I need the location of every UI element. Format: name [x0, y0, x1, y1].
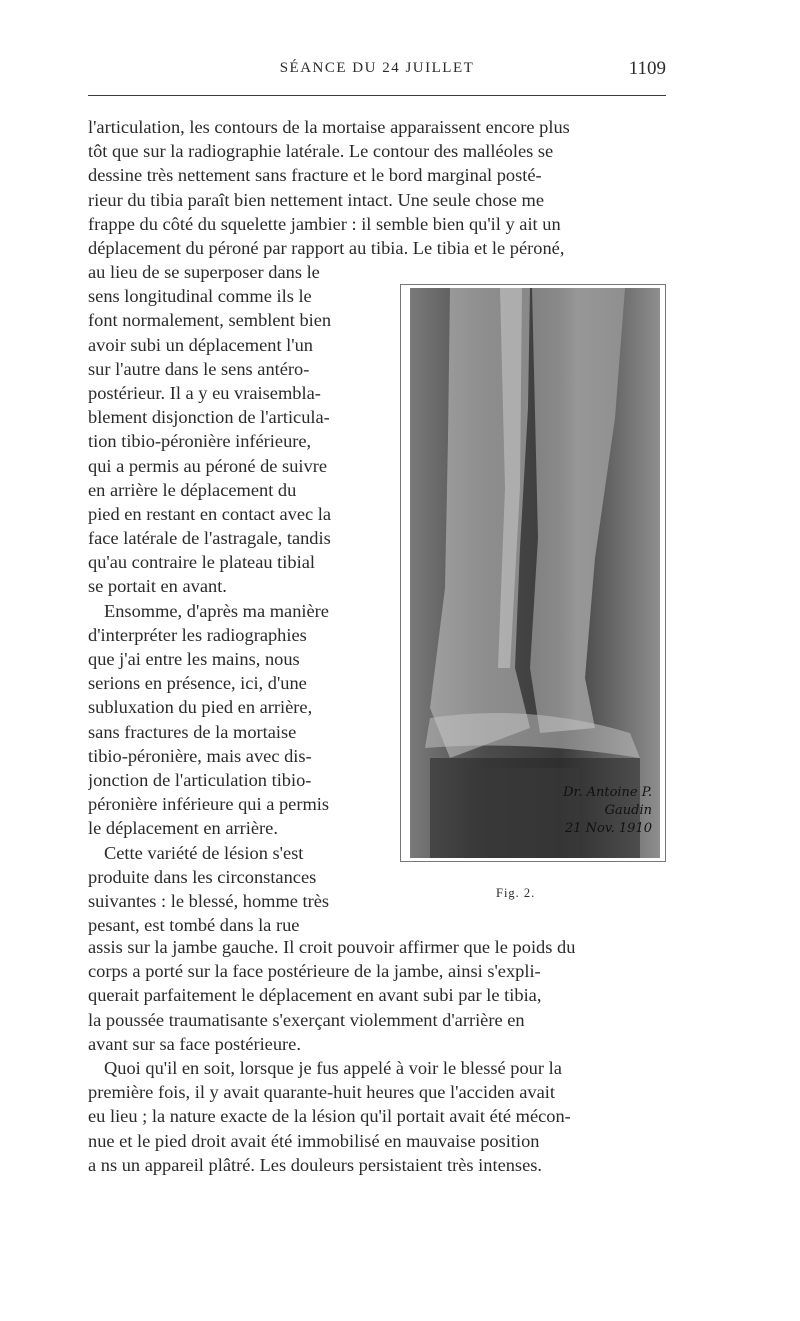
text-line: d'interpréter les radiographies: [88, 624, 307, 645]
text-line: jonction de l'articulation tibio-: [88, 769, 312, 790]
text-line: Quoi qu'il en soit, lorsque je fus appelé à voir le blessé pour la: [104, 1057, 562, 1078]
text-line: querait parfaitement le déplacement en avant subi par le tibia,: [88, 985, 542, 1006]
text-line: suivantes : le blessé, homme très: [88, 890, 330, 911]
text-line: corps a porté sur la face postérieure de la jambe, ainsi s'expli-: [88, 961, 541, 982]
text-line: rieur du tibia paraît bien nettement intact. Une seule chose me: [88, 189, 545, 210]
column-text: [88, 260, 388, 937]
text-line: tion tibio-péronière inférieure,: [88, 431, 312, 452]
paragraph-bottom: [88, 935, 666, 1177]
text-line: sans fractures de la mortaise: [88, 721, 297, 742]
text-line: le déplacement en arrière.: [88, 818, 278, 839]
text-line: déplacement du péroné par rapport au tibia. Le tibia et le péroné,: [88, 237, 565, 258]
text-line: nue et le pied droit avait été immobilisé en mauvaise position: [88, 1130, 540, 1151]
text-line: tibio-péronière, mais avec dis-: [88, 745, 312, 766]
text-line: dessine très nettement sans fracture et le bord marginal posté-: [88, 165, 542, 186]
radiograph-image: [410, 288, 660, 858]
text-line: font normalement, semblent bien: [88, 310, 332, 331]
text-line: face latérale de l'astragale, tandis: [88, 528, 331, 549]
text-line: se portait en avant.: [88, 576, 227, 597]
text-line: la poussée traumatisante s'exerçant violemment d'arrière en: [88, 1009, 525, 1030]
figure-caption: Fig. 2.: [496, 886, 536, 900]
text-line: postérieur. Il a y eu vraisembla-: [88, 382, 321, 403]
paragraph-top: [88, 115, 666, 260]
text-line: Cette variété de lésion s'est: [104, 842, 304, 863]
text-line: sens longitudinal comme ils le: [88, 286, 312, 307]
page-number: 1109: [628, 58, 666, 79]
text-line: avant sur sa face postérieure.: [88, 1033, 301, 1054]
text-line: Ensomme, d'après ma manière: [104, 600, 329, 621]
text-line: au lieu de se superposer dans le: [88, 262, 320, 282]
text-line: subluxation du pied en arrière,: [88, 697, 313, 718]
text-line: qu'au contraire le plateau tibial: [88, 552, 315, 573]
text-line: tôt que sur la radiographie latérale. Le contour des malléoles se: [88, 141, 554, 162]
text-line: pesant, est tombé dans la rue: [88, 915, 300, 936]
text-line: serions en présence, ici, d'une: [88, 673, 307, 694]
text-line: péronière inférieure qui a permis: [88, 794, 330, 815]
figure-2: [400, 284, 666, 862]
header-rule: [88, 95, 666, 96]
text-line: première fois, il y avait quarante-huit heures que l'acciden avait: [88, 1082, 555, 1103]
text-line: pied en restant en contact avec la: [88, 503, 332, 524]
text-line: frappe du côté du squelette jambier : il semble bien qu'il y ait un: [88, 213, 561, 234]
text-line: qui a permis au péroné de suivre: [88, 455, 327, 476]
text-line: que j'ai entre les mains, nous: [88, 649, 300, 669]
signature-date: 21 Nov. 1910: [564, 821, 652, 836]
running-head: SÉANCE DU 24 JUILLET: [279, 60, 475, 76]
text-line: en arrière le déplacement du: [88, 479, 297, 500]
signature-name: Dr. Antoine P. Gaudin: [563, 785, 652, 818]
text-line: l'articulation, les contours de la mortaise apparaissent encore plus: [88, 117, 570, 137]
text-line: assis sur la jambe gauche. Il croit pouvoir affirmer que le poids du: [88, 937, 576, 957]
text-line: sur l'autre dans le sens antéro-: [88, 358, 310, 379]
text-line: a ns un appareil plâtré. Les douleurs persistaient très intenses.: [88, 1154, 543, 1175]
text-line: produite dans les circonstances: [88, 866, 317, 887]
text-line: eu lieu ; la nature exacte de la lésion qu'il portait avait été mécon-: [88, 1106, 571, 1127]
text-line: blement disjonction de l'articula-: [88, 407, 330, 428]
text-line: avoir subi un déplacement l'un: [88, 334, 313, 355]
page-header: [88, 58, 666, 86]
signature: [540, 784, 652, 838]
